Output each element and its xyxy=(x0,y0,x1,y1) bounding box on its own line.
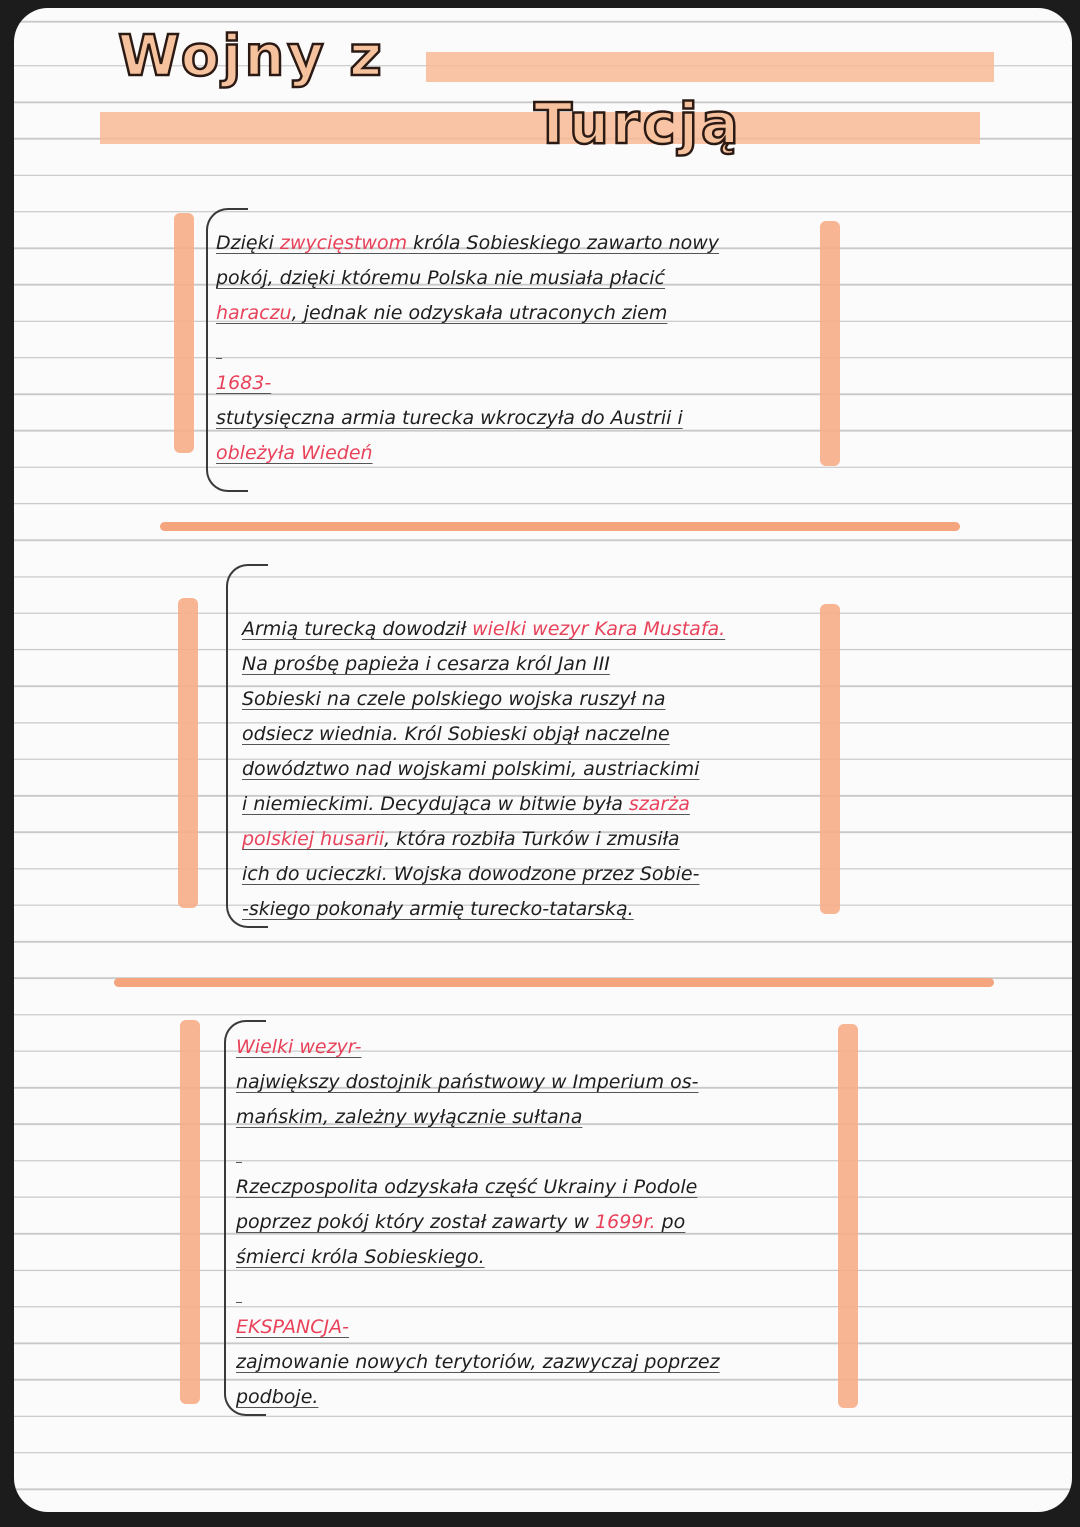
box2-line9: -skiego pokonały armię turecko-tatarską. xyxy=(242,898,634,920)
margin-highlight-right-3 xyxy=(838,1024,858,1408)
highlight-husaria: polskiej husarii xyxy=(242,828,385,850)
box3-p-line3: śmierci króla Sobieskiego. xyxy=(236,1246,485,1268)
box3-blank1 xyxy=(236,1135,836,1170)
box2-line7: polskiej husarii, która rozbiła Turków i zmusiła xyxy=(242,828,680,850)
title-highlight-top xyxy=(426,52,994,82)
highlight-wielki-wezyr: wielki wezyr Kara Mustafa. xyxy=(472,618,726,640)
box2-line8: ich do ucieczki. Wojska dowodzone przez Sobie- xyxy=(242,863,700,885)
box1-line1: Dzięki zwycięstwom króla Sobieskiego zawarto nowy xyxy=(216,232,720,254)
box3-p-line1: Rzeczpospolita odzyskała część Ukrainy i Podole xyxy=(236,1176,698,1198)
margin-highlight-left-3 xyxy=(180,1020,200,1404)
term-ekspancja: EKSPANCJA- xyxy=(236,1316,349,1338)
section-separator-1 xyxy=(160,522,960,531)
box3-p-line2: poprzez pokój który został zawarty w 1699r. po xyxy=(236,1211,686,1233)
highlight-szarza: szarża xyxy=(628,793,690,815)
box3-def2-line2: podboje. xyxy=(236,1386,319,1408)
box1-line6: obleżyła Wiedeń xyxy=(216,442,373,464)
page-title-line2: Turcją xyxy=(534,92,742,157)
box2-line3: Sobieski na czele polskiego wojska ruszył na xyxy=(242,688,666,710)
box3-def1-line2: mańskim, zależny wyłącznie sułtana xyxy=(236,1106,583,1128)
page-title-line1: Wojny z xyxy=(118,24,385,89)
highlight-1699: 1699r. xyxy=(595,1211,656,1233)
box1-line2: pokój, dzięki któremu Polska nie musiała płacić xyxy=(216,267,665,289)
box3-def2-line1: zajmowanie nowych terytoriów, zazwyczaj poprzez xyxy=(236,1351,720,1373)
box2-line2: Na prośbę papieża i cesarza król Jan III xyxy=(242,653,610,675)
box2-line1: Armią turecką dowodził wielki wezyr Kara Mustafa. xyxy=(242,618,726,640)
box2-line6: i niemieckimi. Decydująca w bitwie była szarża xyxy=(242,793,690,815)
margin-highlight-right-1 xyxy=(820,221,840,466)
highlight-zwyciestwom: zwycięstwom xyxy=(279,232,408,254)
box2-line5: dowództwo nad wojskami polskimi, austriackimi xyxy=(242,758,700,780)
box1-line5: stutysięczna armia turecka wkroczyła do Austrii i xyxy=(216,407,683,429)
note-box-2 xyxy=(242,612,812,927)
term-wielki-wezyr: Wielki wezyr- xyxy=(236,1036,362,1058)
section-separator-2 xyxy=(114,978,994,987)
margin-highlight-left-2 xyxy=(178,598,198,908)
margin-highlight-left-1 xyxy=(174,213,194,453)
box2-line4: odsiecz wiednia. Król Sobieski objął naczelne xyxy=(242,723,670,745)
box3-blank2 xyxy=(236,1275,836,1310)
box1-blank xyxy=(216,331,806,366)
note-box-1 xyxy=(216,226,806,471)
highlight-haraczu: haraczu xyxy=(216,302,292,324)
note-box-3 xyxy=(236,1030,836,1415)
box1-line3: haraczu, jednak nie odzyskała utraconych ziem xyxy=(216,302,668,324)
box3-def1-line1: największy dostojnik państwowy w Imperium os- xyxy=(236,1071,699,1093)
box1-year: 1683- xyxy=(216,372,272,394)
notebook-page xyxy=(14,8,1072,1512)
margin-highlight-right-2 xyxy=(820,604,840,914)
